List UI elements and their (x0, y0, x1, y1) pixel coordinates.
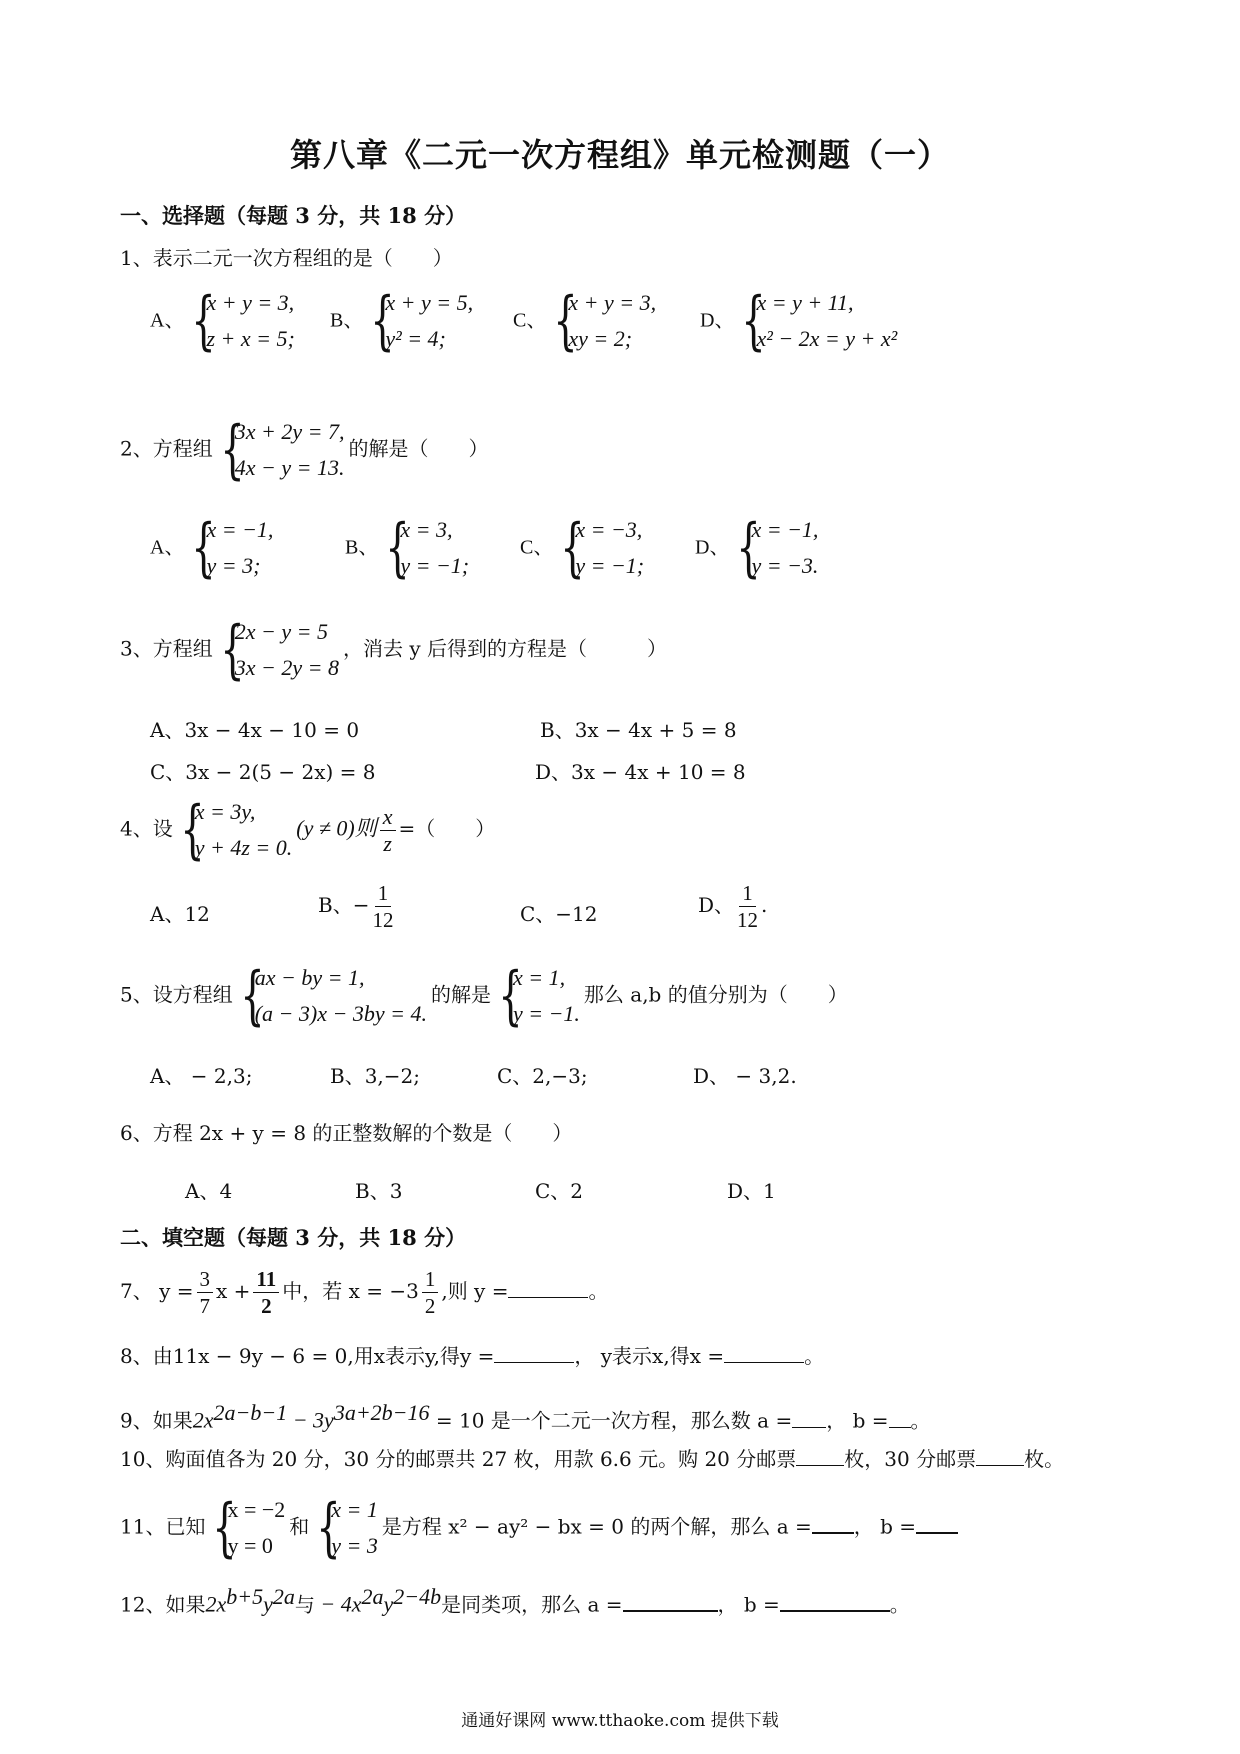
q6-option-d: D、1 (727, 1179, 776, 1203)
q2-c-label: C、 (520, 536, 554, 559)
q7-end: 。 (588, 1279, 609, 1303)
q11-answer-blank-b[interactable] (916, 1514, 958, 1534)
q9-part2: = 10 是一个二元一次方程，那么数 a = (429, 1408, 793, 1433)
q9-exp1: 2a−b−1 (213, 1400, 288, 1425)
q5-option-b: B、3,−2; (330, 1064, 420, 1088)
q3-option-b: B、3x − 4x + 5 = 8 (540, 718, 737, 742)
q3-sys-row2: 3x − 2y = 8 (234, 655, 339, 680)
q7-answer-blank[interactable] (508, 1279, 588, 1298)
q9-answer-blank-b[interactable] (889, 1409, 911, 1428)
question-5-stem: 5、设方程组 { ax − by = 1, (a − 3)x − 3by = 4. 的解是 { x = 1, y = −1. 那么 a,b 的值分别为（ ） (120, 959, 848, 1033)
q3-option-a: A、3x − 4x − 10 = 0 (150, 718, 360, 742)
question-12 (120, 1584, 910, 1618)
q2-sys-row1: 3x + 2y = 7, (234, 419, 345, 444)
q11-mid1: 和 (289, 1514, 310, 1539)
q12-e4: y (383, 1591, 394, 1617)
q8-end: 。 (804, 1344, 825, 1368)
q4-sys-row2: y + 4z = 0. (194, 835, 293, 860)
question-9 (120, 1400, 931, 1434)
q12-answer-blank-b[interactable] (780, 1592, 890, 1612)
q12-end: 。 (889, 1592, 910, 1617)
q2-option-a: A、 { x = −1, y = 3; (150, 511, 274, 585)
q12-e3-exp: 2a (361, 1584, 384, 1609)
q2-a-row2: y = 3; (206, 553, 261, 578)
q2-sys-row2: 4x − y = 13. (234, 455, 345, 480)
q5-sys-row1: ax − by = 1, (254, 965, 365, 990)
question-11: 11、已知 { x = −2 y = 0 和 { x = 1 y = 3 是方程 x² − ay² − bx = 0 的两个解，那么 a = ， b = (120, 1492, 958, 1564)
q1-option-b: B、 { x + y = 5, y² = 4; (330, 284, 474, 358)
q4-d-num: 1 (739, 880, 756, 907)
question-1-stem: 1、表示二元一次方程组的是（ ） (120, 246, 453, 270)
q8-answer-blank-1[interactable] (494, 1344, 574, 1363)
q5-sol-row2: y = −1. (512, 1001, 580, 1026)
q2-option-b: B、 { x = 3, y = −1; (345, 511, 470, 585)
q9-expr1: 2x (192, 1407, 214, 1433)
q9-exp2: 3a+2b−16 (333, 1400, 430, 1425)
q9-expr2: − 3y (287, 1407, 334, 1433)
q10-part2: 枚，30 分邮票 (844, 1447, 977, 1471)
q4-b-den: 12 (372, 908, 394, 932)
q6-option-b: B、3 (355, 1179, 403, 1203)
q11-answer-blank-a[interactable] (812, 1514, 854, 1534)
q4-d-den: 12 (737, 908, 759, 932)
q9-answer-blank-a[interactable] (792, 1409, 826, 1428)
q2-d-label: D、 (695, 536, 730, 559)
question-6-stem: 6、方程 2x + y = 8 的正整数解的个数是（ ） (120, 1121, 573, 1145)
q2-d-row2: y = −3. (751, 553, 819, 578)
q7-f2-num: 11 (253, 1266, 279, 1293)
q1-c-row2: xy = 2; (568, 326, 633, 351)
q3-prefix: 3、方程组 (120, 636, 213, 661)
q7-f1-num: 3 (197, 1266, 214, 1293)
q7-mid2: 中，若 x = −3 (282, 1279, 419, 1303)
q3-sys-row1: 2x − y = 5 (234, 619, 328, 644)
q1-a-label: A、 (150, 309, 185, 332)
q2-prefix: 2、方程组 (120, 436, 213, 461)
q12-e4-exp: 2−4b (393, 1584, 442, 1609)
q3-suffix: ，消去 y 后得到的方程是（ ） (342, 636, 667, 661)
q2-suffix: 的解是（ ） (348, 436, 489, 461)
q7-f3-den: 2 (424, 1294, 436, 1318)
q11-prefix: 11、已知 (120, 1514, 206, 1539)
q12-e2-exp: 2a (272, 1584, 295, 1609)
q1-d-row1: x = y + 11, (756, 290, 854, 315)
q2-a-label: A、 (150, 536, 185, 559)
q8-part1: 8、由11x − 9y − 6 = 0,用x表示y,得y = (120, 1344, 495, 1368)
q12-part2: 与 (294, 1592, 315, 1617)
q4-frac-den: z (383, 830, 392, 856)
q5-option-d: D、 − 3,2. (693, 1064, 797, 1088)
q4-d-suffix: . (761, 893, 768, 917)
q1-b-row2: y² = 4; (385, 326, 446, 351)
q10-answer-blank-2[interactable] (976, 1447, 1024, 1466)
q1-d-row2: x² − 2x = y + x² (756, 326, 898, 351)
q4-option-b (318, 880, 396, 933)
q5-mid: 的解是 (430, 982, 491, 1007)
q12-e2: y (263, 1591, 273, 1617)
q5-prefix: 5、设方程组 (120, 982, 233, 1007)
q1-b-row1: x + y = 5, (385, 290, 474, 315)
question-7 (120, 1266, 608, 1319)
q1-option-a: A、 { x + y = 3, z + x = 5; (150, 284, 295, 358)
question-8 (120, 1340, 824, 1369)
q4-option-c: C、−12 (520, 902, 598, 926)
q2-option-d: D、 { x = −1, y = −3. (695, 511, 819, 585)
q4-option-a: A、12 (150, 902, 210, 926)
q5-option-c: C、2,−3; (497, 1064, 588, 1088)
q9-end: 。 (910, 1408, 931, 1433)
q11-mid2: 是方程 x² − ay² − bx = 0 的两个解，那么 a = (381, 1514, 812, 1539)
q1-option-d: D、 { x = y + 11, x² − 2x = y + x² (700, 284, 898, 358)
q2-option-c: C、 { x = −3, y = −1; (520, 511, 645, 585)
q10-part1: 10、购面值各为 20 分，30 分的邮票共 27 枚，用款 6.6 元。购 20 分邮票 (120, 1447, 797, 1471)
q11-sys1-row2: y = 0 (227, 1533, 273, 1558)
q7-mid3: ,则 y = (441, 1279, 509, 1303)
q2-c-row2: y = −1; (575, 553, 645, 578)
q7-f1-den: 7 (199, 1294, 210, 1318)
q5-option-a: A、 − 2,3; (150, 1064, 253, 1088)
q2-b-row2: y = −1; (400, 553, 470, 578)
q7-prefix: 7、 y = (120, 1279, 194, 1303)
q10-answer-blank-1[interactable] (796, 1447, 844, 1466)
q12-part1: 12、如果 (120, 1592, 206, 1617)
q4-d-prefix: D、 (698, 893, 735, 917)
q12-e1: 2x (205, 1591, 227, 1617)
q2-b-row1: x = 3, (400, 517, 453, 542)
q1-option-c: C、 { x + y = 3, xy = 2; (513, 284, 657, 358)
q7-f3-num: 1 (422, 1266, 439, 1293)
q1-a-row2: z + x = 5; (206, 326, 295, 351)
q2-a-row1: x = −1, (206, 517, 274, 542)
q2-b-label: B、 (345, 536, 379, 559)
q12-e3: − 4x (314, 1591, 362, 1617)
q1-c-label: C、 (513, 309, 547, 332)
q4-suffix: =（ ） (398, 816, 496, 841)
q4-option-d (698, 880, 767, 933)
q1-b-label: B、 (330, 309, 364, 332)
q3-option-c: C、3x − 2(5 − 2x) = 8 (150, 760, 376, 784)
q11-mid3: ， b = (853, 1514, 917, 1539)
q12-part3: 是同类项，那么 a = (441, 1592, 623, 1617)
q4-sys-row1: x = 3y, (194, 799, 256, 824)
footer-credit: 通通好课网 www.tthaoke.com 提供下载 (461, 1711, 779, 1731)
q1-a-row1: x + y = 3, (206, 290, 295, 315)
question-2-stem: 2、方程组 { 3x + 2y = 7, 4x − y = 13. 的解是（ ） (120, 413, 489, 487)
q12-e1-exp: b+5 (226, 1584, 264, 1609)
q11-sys2-row2: y = 3 (331, 1533, 378, 1558)
section-multiple-choice: 一、选择题（每题 3 分，共 18 分） (120, 203, 467, 228)
q4-prefix: 4、设 (120, 816, 173, 841)
q4-frac-num: x (380, 804, 396, 831)
q8-answer-blank-2[interactable] (724, 1344, 804, 1363)
section-fill-in: 二、填空题（每题 3 分，共 18 分） (120, 1225, 467, 1250)
q5-sys-row2: (a − 3)x − 3by = 4. (254, 1001, 427, 1026)
question-4-stem: 4、设 { x = 3y, y + 4z = 0. (y ≠ 0)则 $\frac{x}{z}$ =（ ） (120, 793, 496, 867)
page-title: 第八章《二元一次方程组》单元检测题（一） (289, 136, 950, 174)
question-10 (120, 1443, 1064, 1472)
q9-part3: ， b = (826, 1408, 889, 1433)
q8-part2: ， y表示x,得x = (574, 1344, 725, 1368)
q6-option-a: A、4 (185, 1179, 233, 1203)
q2-c-row1: x = −3, (575, 517, 643, 542)
q7-f2-den: 2 (261, 1294, 272, 1318)
q3-option-d: D、3x − 4x + 10 = 8 (535, 760, 746, 784)
q1-d-label: D、 (700, 309, 735, 332)
q12-answer-blank-a[interactable] (623, 1592, 718, 1612)
q5-sol-row1: x = 1, (512, 965, 566, 990)
q10-part3: 枚。 (1024, 1447, 1065, 1471)
q2-d-row1: x = −1, (751, 517, 819, 542)
q7-mid1: x + (216, 1279, 251, 1303)
q5-suffix: 那么 a,b 的值分别为（ ） (583, 982, 848, 1007)
q11-sys1-row1: x = −2 (227, 1497, 286, 1522)
question-3-stem: 3、方程组 { 2x − y = 5 3x − 2y = 8 ，消去 y 后得到的方程是（ ） (120, 613, 667, 687)
q11-sys2-row1: x = 1 (331, 1497, 378, 1522)
q6-option-c: C、2 (535, 1179, 584, 1203)
q4-b-prefix: B、− (318, 893, 370, 917)
q4-b-num: 1 (375, 880, 392, 907)
q4-condition: (y ≠ 0)则 (296, 815, 377, 841)
q12-part4: ， b = (717, 1592, 780, 1617)
q1-c-row1: x + y = 3, (568, 290, 657, 315)
q9-part1: 9、如果 (120, 1408, 193, 1433)
